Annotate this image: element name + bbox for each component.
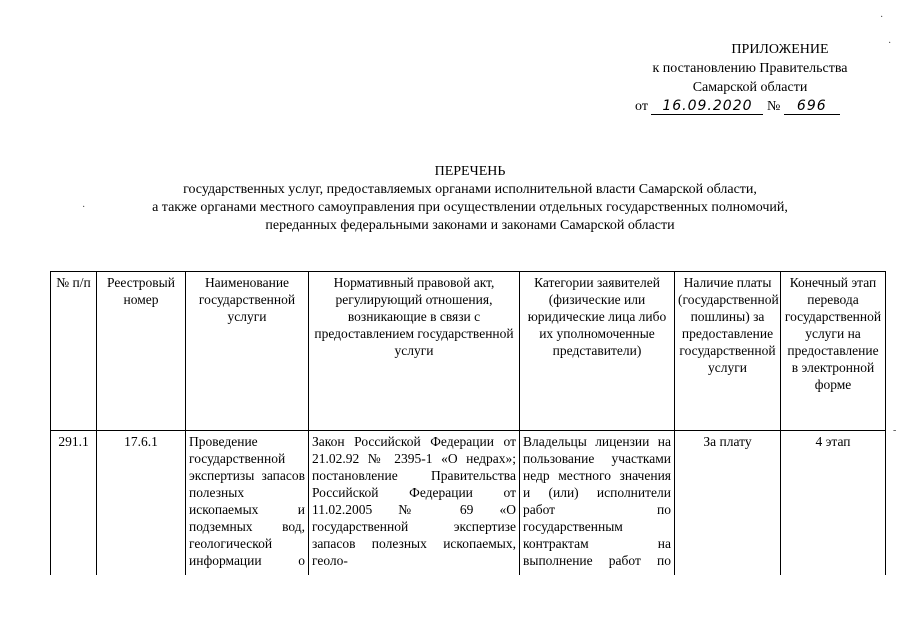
header-stage: Конечный этап перевода государственной услуги на предоставление в электронной форме: [781, 272, 886, 431]
header-fee: Наличие платы (государственной пошлины) за предоставление государственной услуги: [675, 272, 781, 431]
cell-num: 291.1: [51, 431, 97, 576]
document-title: [70, 163, 870, 235]
table-row: [51, 431, 886, 576]
scan-mark: ·: [82, 202, 86, 213]
appendix-line-1: к постановлению Правительства: [652, 61, 848, 76]
number-prefix: №: [766, 99, 781, 114]
appendix-block: [600, 40, 900, 116]
header-applicants: Категории заявителей (физические или юридические лица либо их уполномоченные представители): [520, 272, 675, 431]
header-service-name: Наименование государственной услуги: [186, 272, 309, 431]
services-table: [50, 271, 886, 575]
appendix-line-2: Самарской области: [692, 80, 808, 95]
header-num: № п/п: [51, 272, 97, 431]
scan-mark: ·: [888, 38, 892, 49]
title-line-2: а также органами местного самоуправления при осуществлении отдельных государственных полномочий,: [152, 200, 788, 215]
table-header-row: [51, 272, 886, 431]
appendix-date-line: [635, 97, 900, 116]
header-legal-act: Нормативный правовой акт, регулирующий отношения, возникающие в связи с предоставлением государственной услуги: [309, 272, 520, 431]
header-registry: Реестровый номер: [97, 272, 186, 431]
cell-applicants: Владельцы лицензии на пользование участками недр местного значения и (или) исполнители работ по государственным контрактам на выполнение работ по: [520, 431, 675, 576]
number-value: 696: [784, 98, 840, 115]
scan-mark: ·: [880, 12, 884, 23]
cell-stage: 4 этап: [781, 431, 886, 576]
appendix-heading: ПРИЛОЖЕНИЕ: [731, 42, 829, 57]
title-line-1: государственных услуг, предоставляемых органами исполнительной власти Самарской области,: [183, 182, 757, 197]
scan-mark: -: [893, 425, 897, 436]
cell-registry: 17.6.1: [97, 431, 186, 576]
title-heading: ПЕРЕЧЕНЬ: [434, 164, 506, 179]
date-prefix: от: [635, 99, 648, 114]
date-value: 16.09.2020: [651, 98, 763, 115]
cell-fee: За плату: [675, 431, 781, 576]
title-line-3: переданных федеральными законами и законами Самарской области: [265, 218, 675, 233]
cell-service-name: Проведение государственной экспертизы запасов полезных ископаемых и подземных вод, геологической информации о: [186, 431, 309, 576]
cell-legal-act: Закон Российской Федерации от 21.02.92 № 2395-1 «О недрах»; постановление Правительства Российской Федерации от 11.02.2005 № 69 «О государственной экспертизе запасов полезных ископаемых, геоло-: [309, 431, 520, 576]
